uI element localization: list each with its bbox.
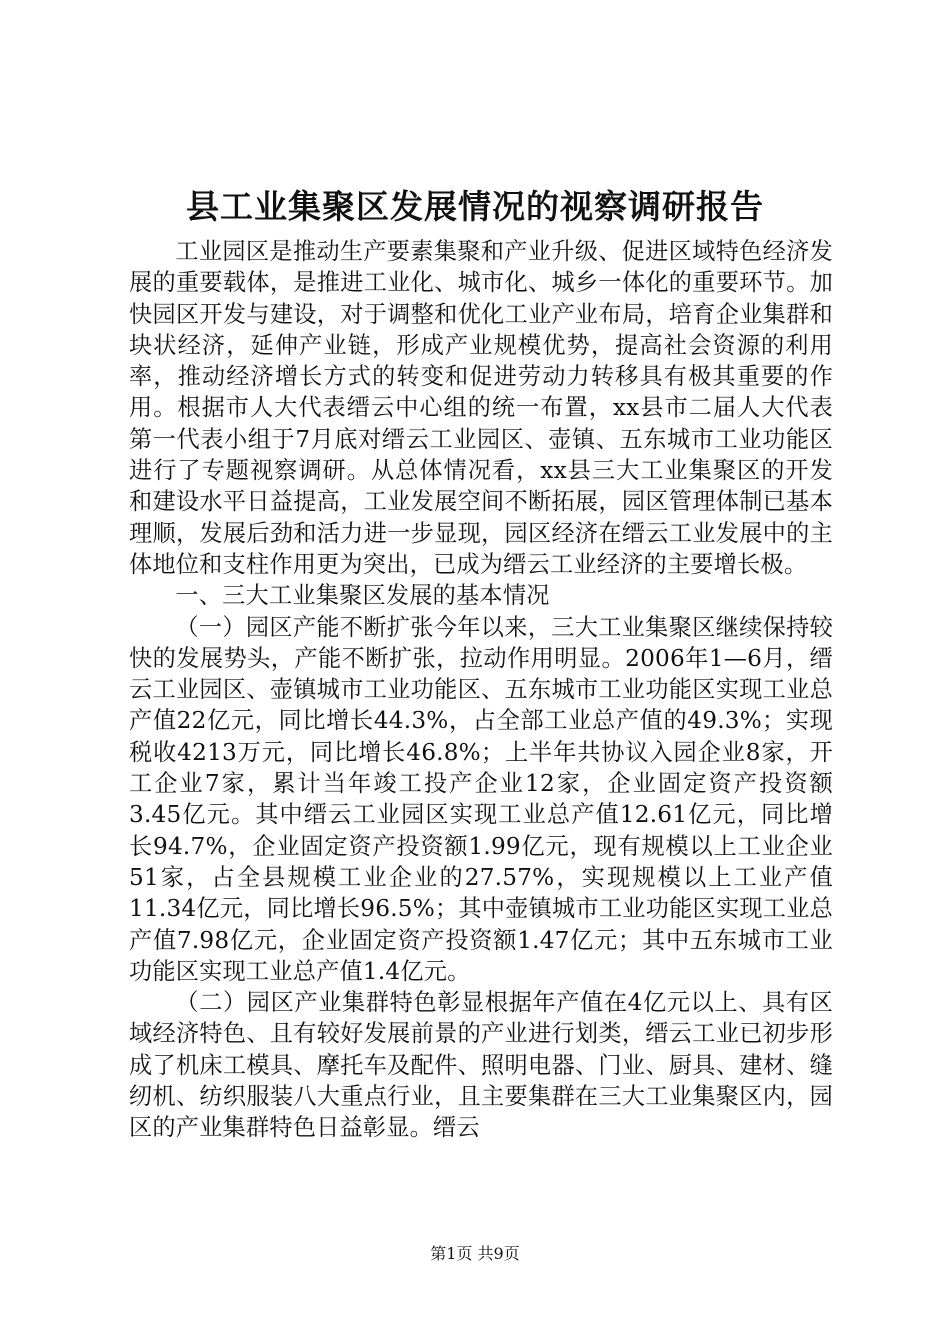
subsection-paragraph-2: （二）园区产业集群特色彰显根据年产值在4亿元以上、具有区域经济特色、且有较好发展前景的产业进行划类，缙云工业已初步形成了机床工模具、摩托车及配件、照明电器、门业、厨具、建材、缝纫机、纺织服装八大重点行业，且主要集群在三大工业集聚区内，园区的产业集群特色日益彰显。缙云	[129, 989, 833, 1142]
subsection-paragraph-1: （一）园区产能不断扩张今年以来，三大工业集聚区继续保持较快的发展势头，产能不断扩张，拉动作用明显。2006年1—6月，缙云工业园区、壶镇城市工业功能区、五东城市工业功能区实现工业总产值22亿元，同比增长44.3%，占全部工业总产值的49.3%；实现税收4213万元，同比增长46.8%；上半年共协议入园企业8家，开工企业7家，累计当年竣工投产企业12家，企业固定资产投资额3.45亿元。其中缙云工业园区实现工业总产值12.61亿元，同比增长94.7%，企业固定资产投资额1.99亿元，现有规模以上工业企业51家，占全县规模工业企业的27.57%，实现规模以上工业产值11.34亿元，同比增长96.5%；其中壶镇城市工业功能区实现工业总产值7.98亿元，企业固定资产投资额1.47亿元；其中五东城市工业功能区实现工业总产值1.4亿元。	[129, 613, 833, 985]
section-heading: 一、三大工业集聚区发展的基本情况	[175, 582, 550, 610]
page-footer: 第1页 共9页	[430, 1244, 520, 1263]
document-title: 县工业集聚区发展情况的视察调研报告	[186, 187, 764, 226]
document-body	[129, 236, 833, 1144]
intro-paragraph: 工业园区是推动生产要素集聚和产业升级、促进区域特色经济发展的重要载体，是推进工业化、城市化、城乡一体化的重要环节。加快园区开发与建设，对于调整和优化工业产业布局，培育企业集群和块状经济，延伸产业链，形成产业规模优势，提高社会资源的利用率，推动经济增长方式的转变和促进劳动力转移具有极其重要的作用。根据市人大代表缙云中心组的统一布置，xx县市二届人大代表第一代表小组于7月底对缙云工业园区、壶镇、五东城市工业功能区进行了专题视察调研。从总体情况看，xx县三大工业集聚区的开发和建设水平日益提高，工业发展空间不断拓展，园区管理体制已基本理顺，发展后劲和活力进一步显现，园区经济在缙云工业发展中的主体地位和支柱作用更为突出，已成为缙云工业经济的主要增长极。	[129, 238, 833, 578]
